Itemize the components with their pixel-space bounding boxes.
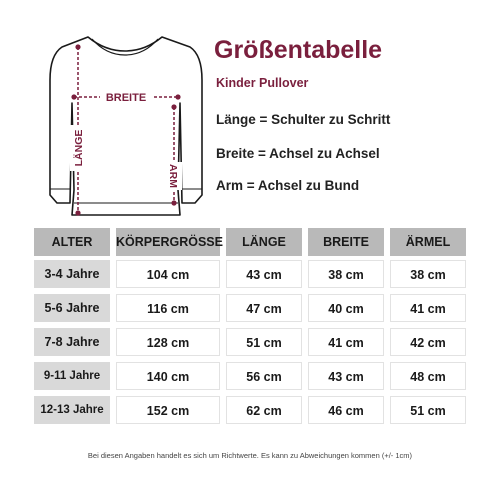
- header-length: LÄNGE: [226, 228, 302, 256]
- header-sleeve: ÄRMEL: [390, 228, 466, 256]
- table-cell: 38 cm: [308, 260, 384, 288]
- table-cell: 48 cm: [390, 362, 466, 390]
- table-cell: 56 cm: [226, 362, 302, 390]
- footnote: Bei diesen Angaben handelt es sich um Richtwerte. Es kann zu Abweichungen kommen (+/- 1cm): [87, 451, 413, 460]
- table-cell: 104 cm: [116, 260, 220, 288]
- table-cell: 128 cm: [116, 328, 220, 356]
- table-cell: 42 cm: [390, 328, 466, 356]
- header-age: ALTER: [34, 228, 110, 256]
- table-row-label: 9-11 Jahre: [34, 362, 110, 390]
- table-cell: 62 cm: [226, 396, 302, 424]
- table-cell: 46 cm: [308, 396, 384, 424]
- table-cell: 47 cm: [226, 294, 302, 322]
- table-row-label: 7-8 Jahre: [34, 328, 110, 356]
- sweater-outline-icon: [30, 25, 210, 225]
- table-row-label: 12-13 Jahre: [34, 396, 110, 424]
- definition-width: Breite = Achsel zu Achsel: [216, 146, 380, 161]
- width-label: BREITE: [105, 92, 147, 104]
- table-cell: 41 cm: [308, 328, 384, 356]
- header-height: KÖRPERGRÖSSE: [116, 228, 220, 256]
- page-subtitle: Kinder Pullover: [216, 76, 309, 90]
- header-width: BREITE: [308, 228, 384, 256]
- table-cell: 40 cm: [308, 294, 384, 322]
- table-row-label: 3-4 Jahre: [34, 260, 110, 288]
- table-cell: 38 cm: [390, 260, 466, 288]
- page-title: Größentabelle: [214, 36, 383, 64]
- table-cell: 51 cm: [390, 396, 466, 424]
- table-cell: 43 cm: [226, 260, 302, 288]
- arm-label: ARM: [167, 164, 179, 188]
- table-cell: 140 cm: [116, 362, 220, 390]
- sweater-diagram: [30, 25, 210, 225]
- definition-length: Länge = Schulter zu Schritt: [216, 112, 391, 127]
- table-cell: 116 cm: [116, 294, 220, 322]
- table-cell: 152 cm: [116, 396, 220, 424]
- definition-arm: Arm = Achsel zu Bund: [216, 178, 360, 193]
- table-cell: 43 cm: [308, 362, 384, 390]
- table-cell: 51 cm: [226, 328, 302, 356]
- length-label: LÄNGE: [73, 129, 85, 167]
- table-cell: 41 cm: [390, 294, 466, 322]
- table-row-label: 5-6 Jahre: [34, 294, 110, 322]
